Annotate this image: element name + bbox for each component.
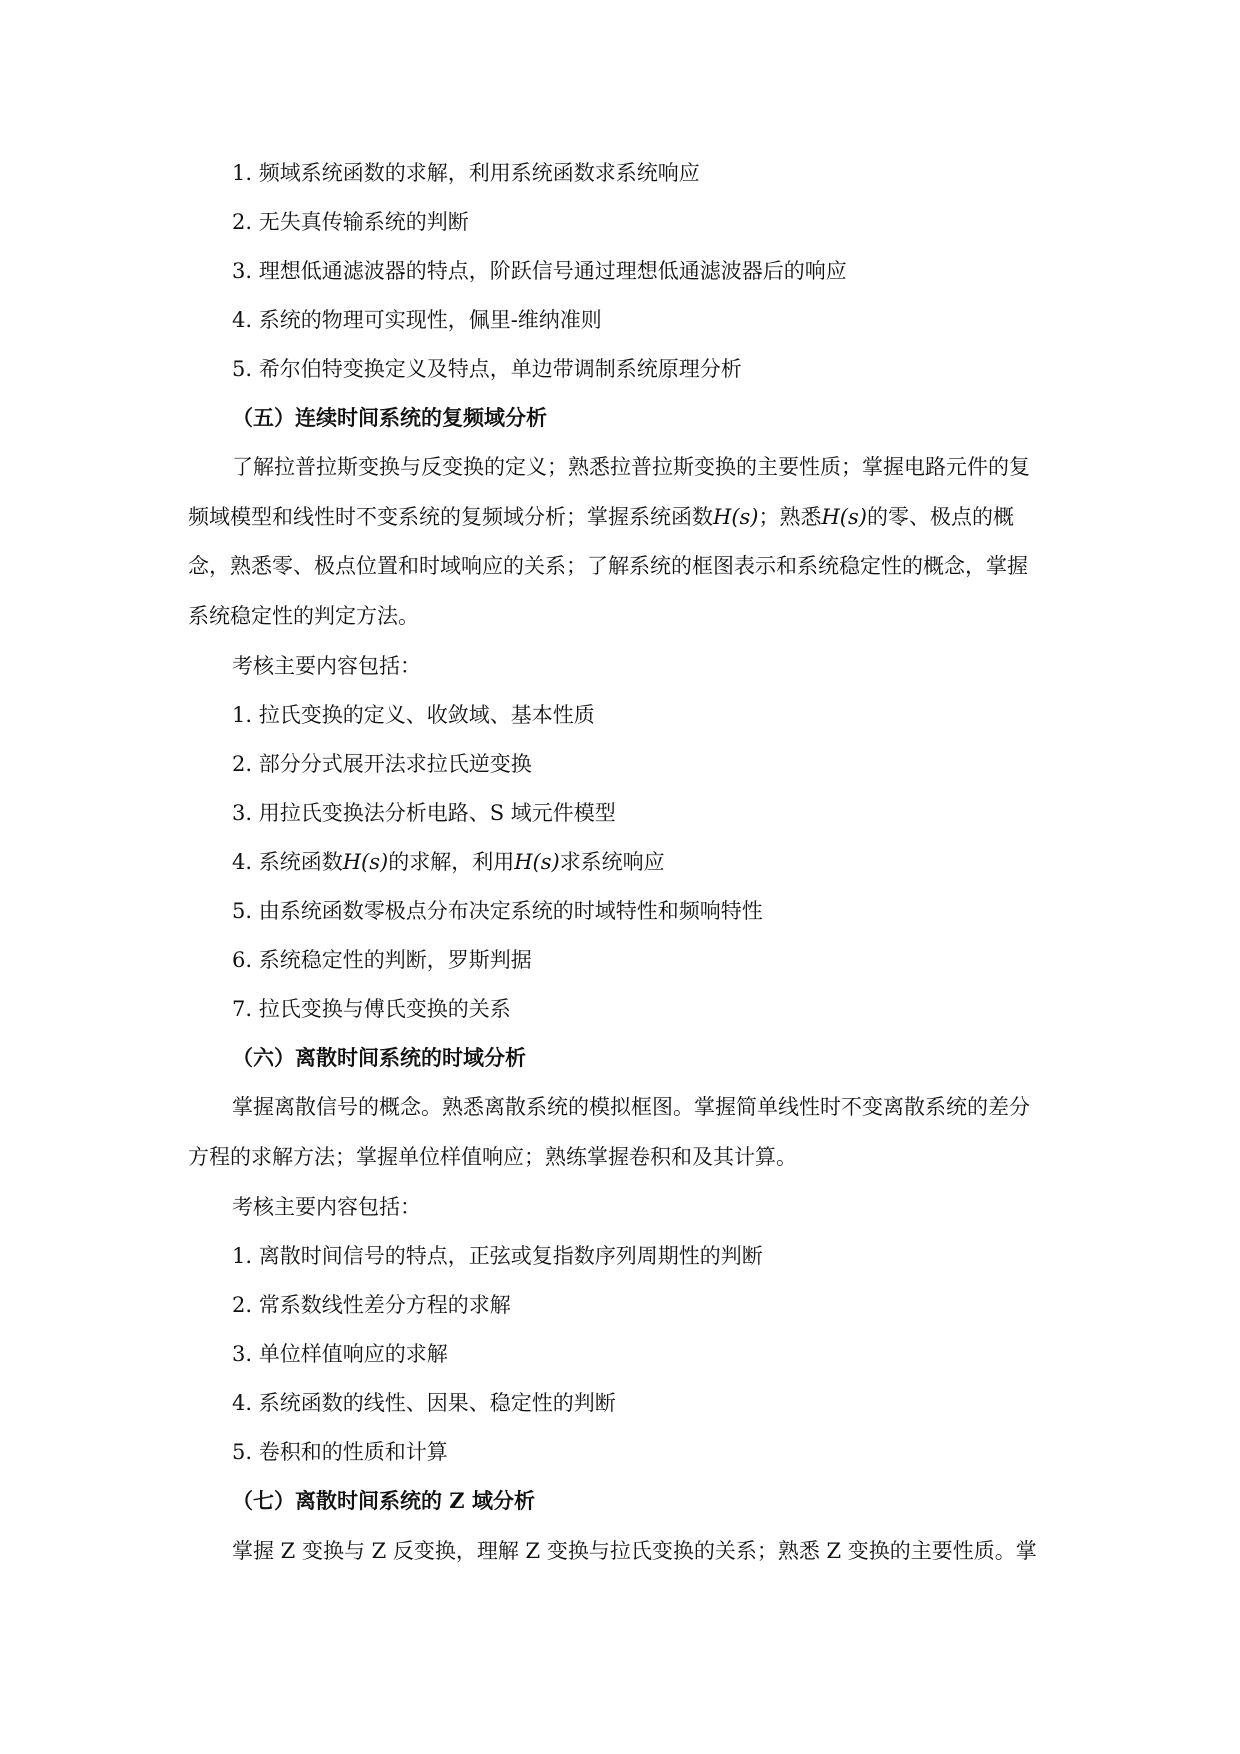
section-heading: （五）连续时间系统的复频域分析 xyxy=(232,405,547,430)
text-run: 频域模型和线性时不变系统的复频域分析；掌握系统函数 xyxy=(188,505,713,529)
text-run: 求系统响应 xyxy=(559,850,665,874)
list-item: 1. 离散时间信号的特点，正弦或复指数序列周期性的判断 xyxy=(232,1244,763,1268)
list-item: 6. 系统稳定性的判断，罗斯判据 xyxy=(232,948,532,972)
text-run: 的零、极点的概 xyxy=(866,505,1014,529)
paragraph-line: 掌握离散信号的概念。熟悉离散系统的模拟框图。掌握简单线性时不变离散系统的差分 xyxy=(232,1095,1030,1119)
section-heading: （七）离散时间系统的 Z 域分析 xyxy=(232,1488,535,1513)
paragraph-line xyxy=(188,502,1058,532)
list-item: 2. 常系数线性差分方程的求解 xyxy=(232,1293,511,1317)
paragraph-line: 方程的求解方法；掌握单位样值响应；熟练掌握卷积和及其计算。 xyxy=(188,1145,797,1169)
list-item: 4. 系统函数的线性、因果、稳定性的判断 xyxy=(232,1391,616,1415)
list-item: 5. 希尔伯特变换定义及特点，单边带调制系统原理分析 xyxy=(232,357,742,381)
text-run: 的求解，利用 xyxy=(388,850,515,874)
text-run: 4. 系统函数 xyxy=(232,850,343,874)
math-h-s: H(s) xyxy=(514,850,560,874)
list-item xyxy=(232,847,665,877)
list-item: 3. 用拉氏变换法分析电路、S 域元件模型 xyxy=(232,801,616,825)
list-item: 4. 系统的物理可实现性，佩里-维纳准则 xyxy=(232,308,602,332)
intro-line: 考核主要内容包括： xyxy=(232,1195,421,1219)
list-item: 3. 理想低通滤波器的特点，阶跃信号通过理想低通滤波器后的响应 xyxy=(232,259,847,283)
section-heading: （六）离散时间系统的时域分析 xyxy=(232,1045,526,1070)
list-item: 7. 拉氏变换与傅氏变换的关系 xyxy=(232,997,511,1021)
text-run: ；熟悉 xyxy=(758,505,822,529)
list-item: 3. 单位样值响应的求解 xyxy=(232,1342,448,1366)
paragraph-line: 念，熟悉零、极点位置和时域响应的关系；了解系统的框图表示和系统稳定性的概念，掌握 xyxy=(188,554,1028,578)
list-item: 2. 部分分式展开法求拉氏逆变换 xyxy=(232,752,532,776)
math-h-s: H(s) xyxy=(713,505,759,529)
intro-line: 考核主要内容包括： xyxy=(232,654,421,678)
list-item: 2. 无失真传输系统的判断 xyxy=(232,210,469,234)
list-item: 1. 拉氏变换的定义、收敛域、基本性质 xyxy=(232,703,595,727)
math-h-s: H(s) xyxy=(342,850,389,874)
paragraph-line: 系统稳定性的判定方法。 xyxy=(188,604,419,628)
math-h-s: H(s) xyxy=(821,505,867,529)
list-item: 1. 频域系统函数的求解，利用系统函数求系统响应 xyxy=(232,161,700,185)
paragraph-line: 掌握 Z 变换与 Z 反变换，理解 Z 变换与拉氏变换的关系；熟悉 Z 变换的主要性质。掌 xyxy=(232,1539,1037,1563)
paragraph-line: 了解拉普拉斯变换与反变换的定义；熟悉拉普拉斯变换的主要性质；掌握电路元件的复 xyxy=(232,455,1030,479)
list-item: 5. 卷积和的性质和计算 xyxy=(232,1440,448,1464)
list-item: 5. 由系统函数零极点分布决定系统的时域特性和频响特性 xyxy=(232,899,763,923)
